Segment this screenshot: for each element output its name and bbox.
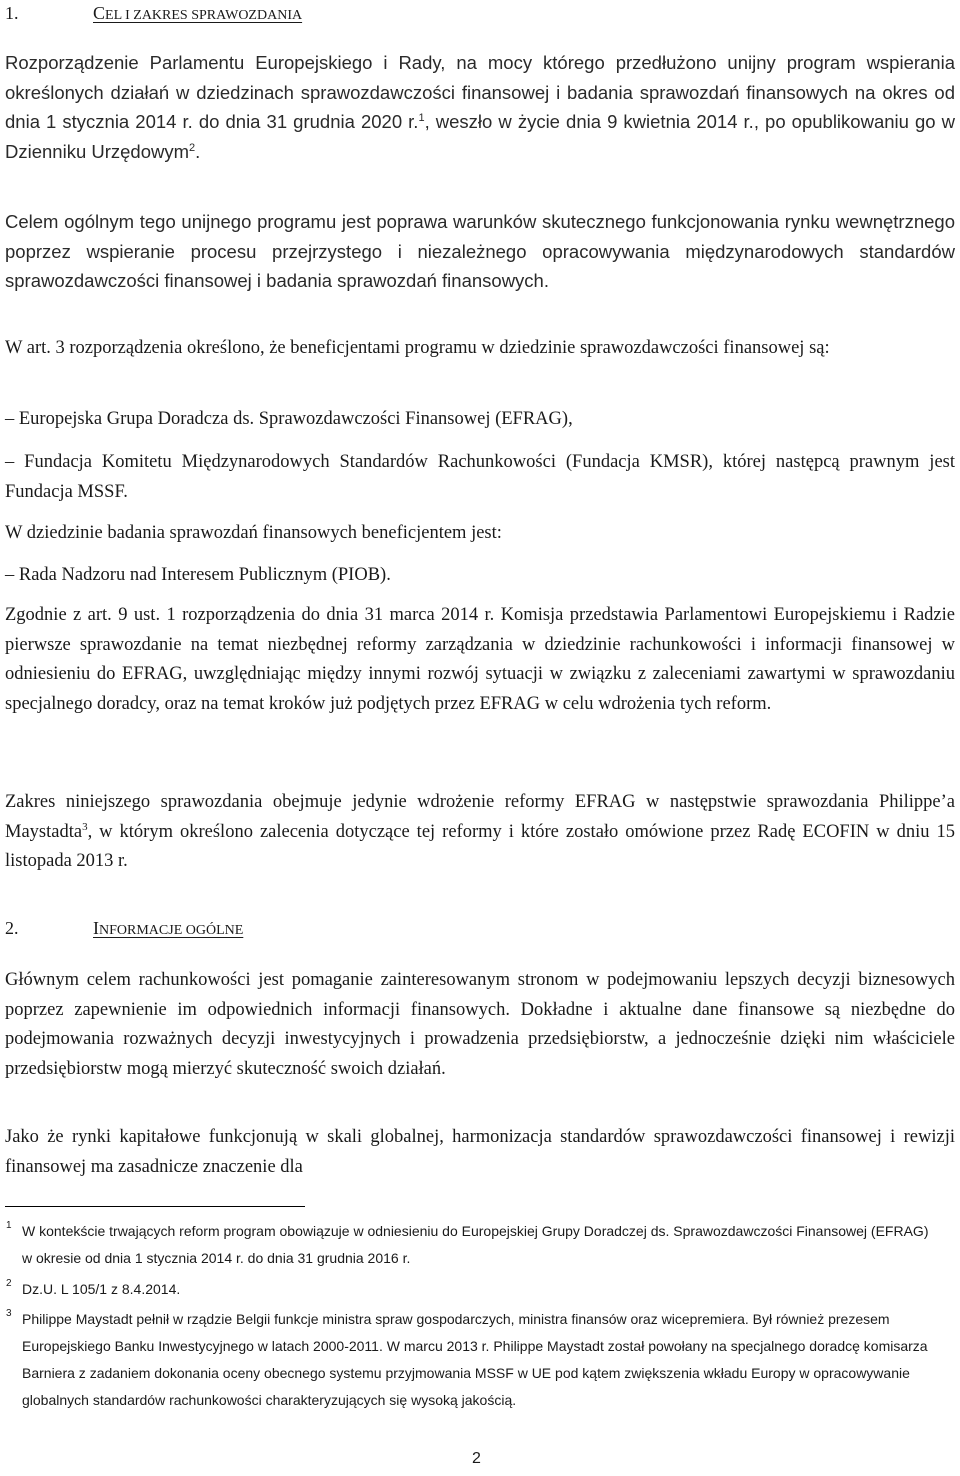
footnote-ref-1[interactable]: 1 (418, 111, 425, 124)
footnote-3 (6, 1306, 942, 1414)
footnote-separator (5, 1206, 305, 1207)
footnote-ref-2[interactable]: 2 (189, 141, 196, 154)
paragraph-objective: Celem ogólnym tego unijnego programu jest poprawa warunków skutecznego funkcjonowania rynku wewnętrznego poprzez wspieranie procesu przejrzystego i niezależnego opracowywania międzynarodowych standardów sprawozdawczości finansowej i badania sprawozdań finansowych. (5, 211, 955, 291)
section-number: 2. (5, 918, 19, 938)
section-number: 1. (5, 3, 19, 23)
paragraph-audit-intro: W dziedzinie badania sprawozdań finansowych beneficjentem jest: (5, 523, 502, 543)
paragraph-text: , weszło w życie dnia 9 kwietnia 2014 r., po opublikowaniu go w Dzienniku Urzędowym (5, 111, 955, 162)
section-title (93, 0, 302, 29)
footnote-mark: 3 (6, 1308, 12, 1319)
list-item-ifrs-foundation: – Fundacja Komitetu Międzynarodowych Standardów Rachunkowości (Fundacja KMSR), której następcą prawnym jest Fundacja MSSF. (5, 452, 955, 502)
paragraph-accounting-purpose: Głównym celem rachunkowości jest pomaganie zainteresowanym stronom w podejmowaniu lepszych decyzji biznesowych poprzez zapewnienie im odpowiednich informacji finansowych. Dokładne i aktualne dane finansowe są niezbędne do podejmowania rozważnych decyzji inwestycyjnych i prowadzenia przedsiębiorstw, a jednocześnie dzięki nim właściciele przedsiębiorstw mogą mierzyć skuteczność swoich działań. (5, 970, 955, 1079)
page-number: 2 (472, 1450, 481, 1467)
footnote-ref-3[interactable]: 3 (82, 820, 88, 833)
paragraph-text: Zakres niniejszego sprawozdania obejmuje jedynie wdrożenie reformy EFRAG w następstwie sprawozdania Philippe’a Maystadta (5, 792, 955, 842)
paragraph-regulation (5, 48, 955, 166)
footnote-text: W kontekście trwających reform program obowiązuje w odniesieniu do Europejskiej Grupy Doradczej ds. Sprawozdawczości Finansowej (EFRAG) w okresie od dnia 1 stycznia 2014 r. do dnia 31 grudnia 2016 r. (22, 1223, 929, 1266)
list-item-efrag: – Europejska Grupa Doradcza ds. Sprawozdawczości Finansowej (EFRAG), (5, 409, 573, 429)
footnote-text: Philippe Maystadt pełnił w rządzie Belgii funkcje ministra spraw gospodarczych, ministra finansów oraz wicepremiera. Był również prezesem Europejskiego Banku Inwestycyjnego w latach 2000-2011. W marcu 2013 r. Philippe Maystadt został powołany na specjalnego doradcę komisarza Barniera z zadaniem dokonania oceny obecnego systemu przyjmowania MSSF w UE pod kątem zwiększenia wkładu Europy w opracowywanie globalnych standardów rachunkowości charakteryzujących się wysoką jakością. (22, 1311, 928, 1408)
section-title-initial: I (93, 918, 99, 938)
paragraph-beneficiaries-intro: W art. 3 rozporządzenia określono, że beneficjentami programu w dziedzinie sprawozdawczości finansowej są: (5, 338, 830, 358)
footnote-1 (6, 1218, 942, 1272)
section-title-rest: NFORMACJE OGÓLNE (99, 923, 244, 938)
paragraph-text: , w którym określono zalecenia dotyczące tej reformy i które zostało omówione przez Radę ECOFIN w dniu 15 listopada 2013 r. (5, 821, 955, 871)
footnote-text: Dz.U. L 105/1 z 8.4.2014. (22, 1281, 181, 1297)
footnote-mark: 1 (6, 1220, 12, 1231)
section-title-rest: EL I ZAKRES SPRAWOZDANIA (105, 8, 303, 23)
paragraph-article-9: Zgodnie z art. 9 ust. 1 rozporządzenia do dnia 31 marca 2014 r. Komisja przedstawia Parlamentowi Europejskiemu i Radzie pierwsze sprawozdanie na temat niezbędnej reformy zarządzania w dziedzinie rachunkowości i informacji finansowej w odniesieniu do EFRAG, uwzględniając między innymi rozwój sytuacji w związku z zaleceniami zawartymi w sprawozdaniu specjalnego doradcy, oraz na temat kroków już podjętych przez EFRAG w celu wdrożenia tych reform. (5, 605, 955, 714)
paragraph-text: . (195, 140, 201, 162)
section-title (93, 915, 243, 944)
section-title-initial: C (93, 3, 106, 23)
list-item-piob: – Rada Nadzoru nad Interesem Publicznym (PIOB). (5, 565, 391, 585)
paragraph-scope (5, 788, 955, 877)
paragraph-harmonisation: Jako że rynki kapitałowe funkcjonują w skali globalnej, harmonizacja standardów sprawozdawczości finansowej i rewizji finansowej ma zasadnicze znaczenie dla (5, 1127, 955, 1177)
footnote-mark: 2 (6, 1278, 12, 1289)
footnote-2 (6, 1276, 942, 1303)
paragraph-text: Rozporządzenie Parlamentu Europejskiego i Rady, na mocy którego przedłużono unijny program wspierania określonych działań w dziedzinach sprawozdawczości finansowej i badania sprawozdań finansowych na okres od dnia 1 stycznia 2014 r. do dnia 31 grudnia 2020 r. (5, 52, 955, 132)
